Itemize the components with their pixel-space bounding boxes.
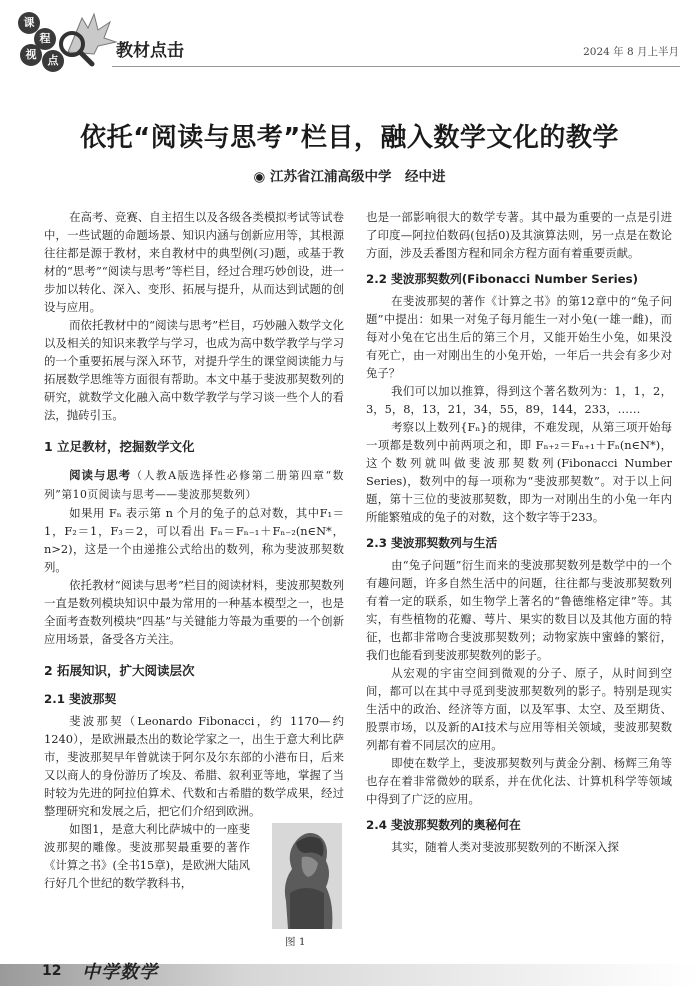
subsection-heading: 2.3 斐波那契数列与生活 [366,536,498,550]
paragraph: 在斐波那契的著作《计算之书》的第12章中的“兔子问题”中提出：如果一对兔子每月能生一对小兔(一雄一雌)，而每对小兔在它出生后的第三个月，又能开始生小兔，如果没有死亡，由一对刚出生的小兔开始，一年后一共会有多少对兔子？ [366,294,672,380]
column-logo [18,10,118,70]
logo-badge-4: 点 [42,50,64,72]
paragraph: 其实，随着人类对斐波那契数列的不断深入探 [391,840,619,854]
article-title: 依托“阅读与思考”栏目，融入数学文化的教学 [80,123,619,153]
section-heading: 2 拓展知识，扩大阅读层次 [44,663,195,678]
paragraph: 也是一部影响很大的数学专著。其中最为重要的一点是引进了印度—阿拉伯数码(包括0)及其演算法则，另一点是在数论方面，涉及丢番图方程和同余方程方面有着重要贡献。 [366,210,672,260]
issue-date: 2024 年 8 月上半月 [583,46,679,58]
paragraph: 如图1，是意大利比萨城中的一座斐波那契的雕像。斐波那契最重要的著作《计算之书》(全书15章)，是欧洲大陆风行好几个世纪的数学教科书， [44,822,250,890]
paragraph: 而依托教材中的“阅读与思考”栏目，巧妙融入数学文化以及相关的知识来教学与学习，也成为高中数学教学与学习的一个重要拓展与深入环节，对提升学生的课堂阅读能力与拓展数学思维等方面很有帮助。本文中基于斐波那契数列的研究，就数学文化融入高中数学教学与学习谈一些个人的看法，抛砖引玉。 [44,318,344,422]
paragraph: 在高考、竞赛、自主招生以及各级各类模拟考试等试卷中，一些试题的命题场景、知识内涵与创新应用等，其根源往往都是源于教材，来自教材中的典型例(习)题，或基于教材的“思考”“阅读与思考”等栏目，经过合理巧妙创设，进一步加以转化、深入、变形、拓展与提升，从而达到试题的创设与应用。 [44,210,344,314]
magazine-logo: 中学数学 [82,962,158,983]
subsection-heading: 2.2 斐波那契数列(Fibonacci Number Series) [366,272,639,286]
reading-note [44,466,344,504]
paragraph: 从宏观的宇宙空间到微观的分子、原子，从时间到空间，都可以在其中寻觅到斐波那契数列的影子。特别是现实生活中的政治、经济等方面，以及军事、太空、及至期货、股票市场，以及新的AI技术与应用等相关领域，斐波那契数列都有着不同层次的应用。 [366,666,672,752]
logo-badge-1: 课 [18,12,40,34]
note-source: （人教A版选择性必修第二册第四章“数列”第10页阅读与思考——斐波那契数列） [44,469,344,501]
paragraph: 斐波那契（Leonardo Fibonacci，约 1170—约1240），是欧洲最杰出的数论学家之一，出生于意大利比萨市，斐波那契早年曾就读于阿尔及尔东部的小港布日，后来又以商人的身份游历了埃及、希腊、叙利亚等地，掌握了当时较为先进的阿拉伯算术、代数和古希腊的数学成果，经过整理研究和发展之后，把它们介绍到欧洲。 [44,714,344,818]
logo-badge-3: 视 [20,44,42,66]
article-byline: ◉ 江苏省江浦高级中学 经中进 [253,169,446,185]
subsection-heading: 2.4 斐波那契数列的奥秘何在 [366,818,521,832]
subsection-heading: 2.1 斐波那契 [44,692,117,706]
logo-badge-2: 程 [34,28,56,50]
fibonacci-statue-image [272,823,342,929]
paragraph: 依托教材“阅读与思考”栏目的阅读材料，斐波那契数列一直是数列模块知识中最为常用的一种基本模型之一，也是全面考查数列模块“四基”与关键能力等最为重要的一个创新应用场景，备受各方关注。 [44,578,344,646]
paragraph: 如果用 Fₙ 表示第 n 个月的兔子的总对数，其中F₁＝1，F₂＝1，F₃＝2，可以看出 Fₙ＝Fₙ₋₁＋Fₙ₋₂(n∈N*，n>2)，这是一个由递推公式给出的数列，称为斐波那契数列。 [44,506,344,574]
paragraph: 考察以上数列{Fₙ}的规律，不难发现，从第三项开始每一项都是数列中前两项之和，即 Fₙ₊₂＝Fₙ₊₁＋Fₙ(n∈N*)，这个数列就叫做斐波那契数列(Fibonacci Number Series)，数列中的每一项称为“斐波那契数”。对于以上问题，第十三位的斐波那契数，即为一对刚出生的小兔一年内所能繁殖成的兔子的对数，这个数字等于233。 [366,420,672,524]
right-column [366,208,672,856]
figure-caption: 图 1 [285,936,306,948]
note-label: 阅读与思考 [69,468,132,482]
left-column [44,208,344,892]
column-name: 教材点击 [116,41,184,61]
header-divider [112,66,680,67]
paragraph: 我们可以加以推算，得到这个著名数列为：1，1，2，3，5，8，13，21，34，55，89，144，233，…… [366,384,672,416]
paragraph: 由“兔子问题”衍生而来的斐波那契数列是数学中的一个有趣问题，许多自然生活中的问题，往往都与斐波那契数列有着一定的联系，如生物学上著名的“鲁德维格定律”等。其实，有些植物的花瓣、萼片、果实的数目以及其他方面的特征，也都非常吻合斐波那契数列；动物家族中蜜蜂的繁衍，我们也能看到斐波那契数列的影子。 [366,558,672,662]
section-heading: 1 立足教材，挖掘数学文化 [44,439,195,454]
page-number: 12 [42,963,62,979]
paragraph: 即使在数学上，斐波那契数列与黄金分割、杨辉三角等也存在着非常微妙的联系，并在优化法、计算机科学等领域中得到了广泛的应用。 [366,756,672,806]
